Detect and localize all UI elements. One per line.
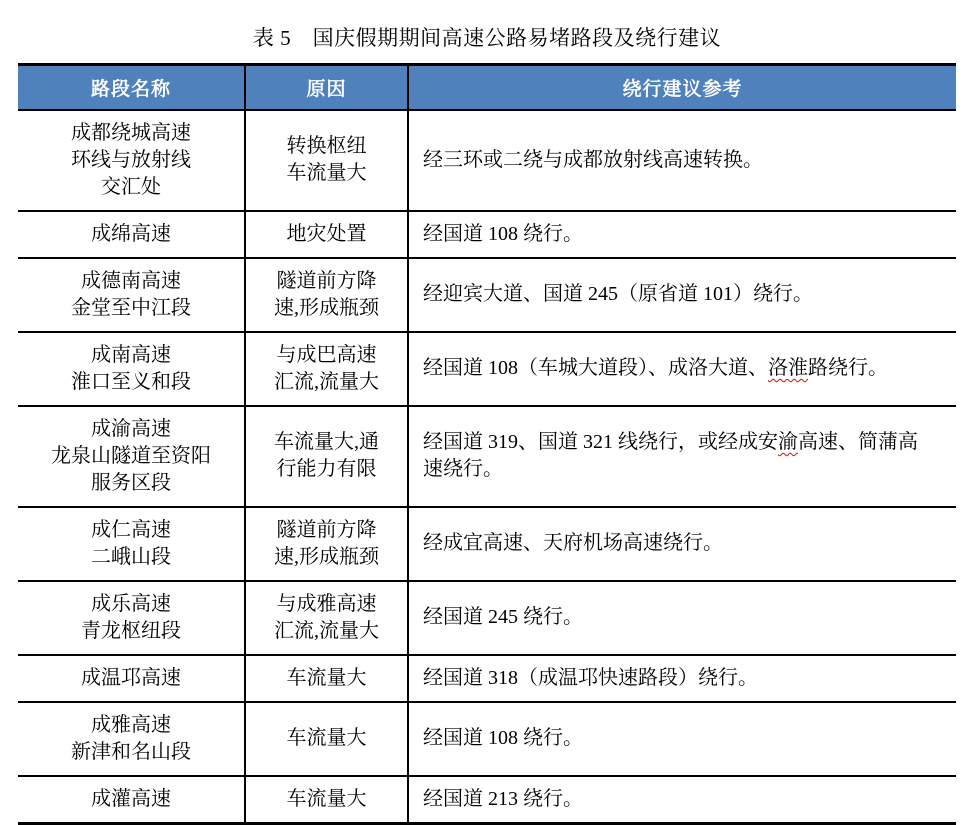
table-body [18, 110, 956, 824]
advice-text: 经国道 318（成温邛快速路段）绕行。 [423, 666, 758, 689]
table-row [18, 776, 956, 824]
advice-text: 经国道 108 绕行。 [423, 222, 583, 245]
section-cell: 成南高速 淮口至义和段 [18, 332, 245, 406]
advice-cell [408, 776, 956, 824]
advice-text: 高速、简蒲高速绕行。 [423, 431, 918, 480]
advice-cell [408, 581, 956, 655]
advice-cell [408, 110, 956, 211]
section-cell: 成温邛高速 [18, 655, 245, 702]
advice-cell [408, 655, 956, 702]
header-cell-section: 路段名称 [18, 65, 245, 110]
table-row [18, 507, 956, 581]
table-row [18, 702, 956, 776]
table-header [18, 65, 956, 110]
reason-cell: 隧道前方降 速,形成瓶颈 [245, 507, 408, 581]
spellcheck-underlined-text: 洛淮 [768, 357, 808, 379]
section-cell: 成乐高速 青龙枢纽段 [18, 581, 245, 655]
advice-cell [408, 507, 956, 581]
section-cell: 成渝高速 龙泉山隧道至资阳 服务区段 [18, 406, 245, 507]
section-cell: 成雅高速 新津和名山段 [18, 702, 245, 776]
section-cell: 成仁高速 二峨山段 [18, 507, 245, 581]
spellcheck-underlined-text: 渝 [778, 431, 798, 453]
section-cell: 成德南高速 金堂至中江段 [18, 258, 245, 332]
reason-cell: 隧道前方降 速,形成瓶颈 [245, 258, 408, 332]
table-row [18, 332, 956, 406]
advice-cell [408, 702, 956, 776]
table-row [18, 406, 956, 507]
advice-cell [408, 406, 956, 507]
table-row [18, 581, 956, 655]
reason-cell: 车流量大 [245, 655, 408, 702]
advice-cell [408, 211, 956, 258]
reason-cell: 与成巴高速 汇流,流量大 [245, 332, 408, 406]
reason-cell: 车流量大 [245, 776, 408, 824]
advice-text: 经国道 319、国道 321 线绕行，或经成安 [423, 431, 778, 453]
header-cell-advice: 绕行建议参考 [408, 65, 956, 110]
table-row [18, 258, 956, 332]
table-row [18, 110, 956, 211]
section-cell: 成都绕城高速 环线与放射线 交汇处 [18, 110, 245, 211]
reason-cell: 车流量大 [245, 702, 408, 776]
document-page [0, 22, 965, 810]
reason-cell: 车流量大,通 行能力有限 [245, 406, 408, 507]
advice-cell [408, 332, 956, 406]
header-cell-reason: 原因 [245, 65, 408, 110]
advice-text: 经迎宾大道、国道 245（原省道 101）绕行。 [423, 283, 813, 305]
section-cell: 成灌高速 [18, 776, 245, 824]
table-header-row [18, 65, 956, 110]
advice-text: 路绕行。 [808, 357, 888, 379]
congestion-table [18, 63, 956, 825]
advice-text: 经成宜高速、天府机场高速绕行。 [423, 532, 723, 554]
table-row [18, 655, 956, 702]
advice-text: 经国道 213 绕行。 [423, 787, 583, 810]
advice-text: 经国道 108 绕行。 [423, 727, 583, 749]
section-cell: 成绵高速 [18, 211, 245, 258]
table-row [18, 211, 956, 258]
advice-text: 经国道 245 绕行。 [423, 606, 583, 628]
reason-cell: 转换枢纽 车流量大 [245, 110, 408, 211]
advice-text: 经国道 108（车城大道段）、成洛大道、 [423, 357, 768, 379]
reason-cell: 地灾处置 [245, 211, 408, 258]
reason-cell: 与成雅高速 汇流,流量大 [245, 581, 408, 655]
table-caption: 表 5 国庆假期期间高速公路易堵路段及绕行建议 [252, 26, 722, 50]
advice-text: 经三环或二绕与成都放射线高速转换。 [423, 148, 763, 171]
advice-cell [408, 258, 956, 332]
